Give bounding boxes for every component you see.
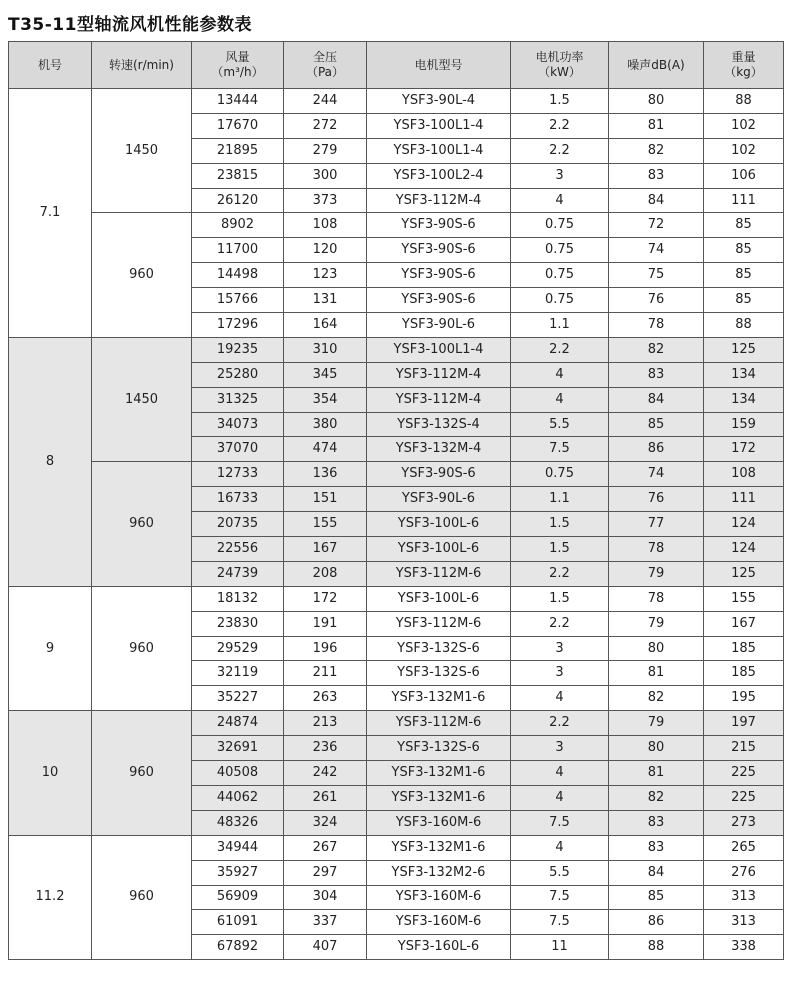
table-row [9,89,784,114]
noise-cell: 82 [609,138,704,163]
weight-cell: 313 [704,910,784,935]
speed-cell: 960 [92,462,192,586]
airflow-cell: 13444 [192,89,284,114]
airflow-cell: 32691 [192,736,284,761]
airflow-cell: 25280 [192,362,284,387]
pressure-cell: 131 [284,288,367,313]
noise-cell: 85 [609,885,704,910]
airflow-cell: 8902 [192,213,284,238]
motor-power-cell: 7.5 [511,910,609,935]
pressure-cell: 345 [284,362,367,387]
airflow-cell: 40508 [192,761,284,786]
noise-cell: 75 [609,263,704,288]
airflow-cell: 19235 [192,337,284,362]
noise-cell: 82 [609,686,704,711]
column-header [92,42,192,89]
motor-model-cell: YSF3-100L1-4 [367,138,511,163]
motor-model-cell: YSF3-132M-4 [367,437,511,462]
motor-model-cell: YSF3-90S-6 [367,263,511,288]
motor-power-cell: 0.75 [511,238,609,263]
motor-model-cell: YSF3-90S-6 [367,288,511,313]
airflow-cell: 21895 [192,138,284,163]
speed-cell: 960 [92,213,192,337]
noise-cell: 76 [609,487,704,512]
weight-cell: 159 [704,412,784,437]
noise-cell: 80 [609,736,704,761]
pressure-cell: 120 [284,238,367,263]
noise-cell: 78 [609,537,704,562]
noise-cell: 80 [609,89,704,114]
airflow-cell: 23830 [192,611,284,636]
weight-cell: 185 [704,636,784,661]
model-number-cell: 10 [9,711,92,835]
noise-cell: 82 [609,785,704,810]
motor-model-cell: YSF3-132S-6 [367,636,511,661]
pressure-cell: 211 [284,661,367,686]
speed-cell: 1450 [92,337,192,461]
airflow-cell: 17670 [192,113,284,138]
model-number-cell: 11.2 [9,835,92,959]
airflow-cell: 56909 [192,885,284,910]
motor-power-cell: 5.5 [511,412,609,437]
motor-power-cell: 1.5 [511,512,609,537]
noise-cell: 83 [609,810,704,835]
noise-cell: 77 [609,512,704,537]
column-header-text: （kW） [538,65,581,79]
column-header [704,42,784,89]
motor-model-cell: YSF3-100L2-4 [367,163,511,188]
noise-cell: 79 [609,711,704,736]
weight-cell: 85 [704,288,784,313]
motor-model-cell: YSF3-90L-6 [367,487,511,512]
motor-power-cell: 4 [511,761,609,786]
airflow-cell: 35227 [192,686,284,711]
motor-model-cell: YSF3-112M-6 [367,611,511,636]
motor-power-cell: 1.1 [511,313,609,338]
motor-model-cell: YSF3-112M-6 [367,561,511,586]
pressure-cell: 136 [284,462,367,487]
model-number-cell: 8 [9,337,92,586]
weight-cell: 85 [704,263,784,288]
table-body [9,89,784,960]
motor-model-cell: YSF3-160M-6 [367,910,511,935]
motor-model-cell: YSF3-112M-4 [367,387,511,412]
motor-power-cell: 3 [511,636,609,661]
pressure-cell: 272 [284,113,367,138]
motor-power-cell: 2.2 [511,138,609,163]
airflow-cell: 32119 [192,661,284,686]
motor-power-cell: 11 [511,935,609,960]
speed-cell: 960 [92,711,192,835]
pressure-cell: 123 [284,263,367,288]
pressure-cell: 213 [284,711,367,736]
pressure-cell: 279 [284,138,367,163]
weight-cell: 195 [704,686,784,711]
weight-cell: 102 [704,138,784,163]
pressure-cell: 324 [284,810,367,835]
column-header-text: 全压 [312,50,337,64]
table-row [9,586,784,611]
motor-model-cell: YSF3-160M-6 [367,810,511,835]
pressure-cell: 167 [284,537,367,562]
airflow-cell: 34944 [192,835,284,860]
weight-cell: 88 [704,313,784,338]
motor-power-cell: 0.75 [511,213,609,238]
weight-cell: 313 [704,885,784,910]
table-row [9,711,784,736]
pressure-cell: 373 [284,188,367,213]
noise-cell: 78 [609,586,704,611]
weight-cell: 338 [704,935,784,960]
pressure-cell: 310 [284,337,367,362]
speed-cell: 1450 [92,89,192,213]
table-row [9,337,784,362]
motor-model-cell: YSF3-160M-6 [367,885,511,910]
noise-cell: 84 [609,860,704,885]
airflow-cell: 26120 [192,188,284,213]
noise-cell: 76 [609,288,704,313]
noise-cell: 88 [609,935,704,960]
pressure-cell: 474 [284,437,367,462]
speed-cell: 960 [92,586,192,710]
pressure-cell: 300 [284,163,367,188]
pressure-cell: 267 [284,835,367,860]
pressure-cell: 261 [284,785,367,810]
motor-power-cell: 4 [511,387,609,412]
weight-cell: 185 [704,661,784,686]
pressure-cell: 172 [284,586,367,611]
column-header [284,42,367,89]
motor-power-cell: 1.5 [511,586,609,611]
noise-cell: 81 [609,661,704,686]
motor-model-cell: YSF3-90S-6 [367,462,511,487]
motor-model-cell: YSF3-100L-6 [367,512,511,537]
airflow-cell: 35927 [192,860,284,885]
airflow-cell: 37070 [192,437,284,462]
motor-model-cell: YSF3-112M-6 [367,711,511,736]
motor-power-cell: 7.5 [511,810,609,835]
motor-model-cell: YSF3-132S-4 [367,412,511,437]
column-header [609,42,704,89]
airflow-cell: 67892 [192,935,284,960]
pressure-cell: 151 [284,487,367,512]
table-row [9,462,784,487]
pressure-cell: 155 [284,512,367,537]
motor-power-cell: 1.1 [511,487,609,512]
noise-cell: 81 [609,113,704,138]
motor-model-cell: YSF3-90S-6 [367,238,511,263]
motor-model-cell: YSF3-132M1-6 [367,785,511,810]
column-header-text: （Pa） [305,65,345,79]
pressure-cell: 297 [284,860,367,885]
airflow-cell: 31325 [192,387,284,412]
motor-model-cell: YSF3-132S-6 [367,736,511,761]
motor-power-cell: 2.2 [511,711,609,736]
noise-cell: 79 [609,611,704,636]
airflow-cell: 23815 [192,163,284,188]
pressure-cell: 380 [284,412,367,437]
column-header-text: （m³/h） [211,65,264,79]
airflow-cell: 20735 [192,512,284,537]
motor-model-cell: YSF3-132M1-6 [367,686,511,711]
weight-cell: 85 [704,213,784,238]
motor-model-cell: YSF3-132M1-6 [367,835,511,860]
table-row [9,835,784,860]
pressure-cell: 337 [284,910,367,935]
pressure-cell: 304 [284,885,367,910]
pressure-cell: 244 [284,89,367,114]
pressure-cell: 407 [284,935,367,960]
motor-power-cell: 0.75 [511,288,609,313]
weight-cell: 155 [704,586,784,611]
motor-model-cell: YSF3-132S-6 [367,661,511,686]
motor-model-cell: YSF3-100L1-4 [367,113,511,138]
pressure-cell: 263 [284,686,367,711]
airflow-cell: 24874 [192,711,284,736]
column-header-text: 重量 [731,50,756,64]
motor-power-cell: 4 [511,362,609,387]
weight-cell: 273 [704,810,784,835]
motor-power-cell: 2.2 [511,561,609,586]
motor-model-cell: YSF3-132M2-6 [367,860,511,885]
motor-power-cell: 1.5 [511,89,609,114]
motor-model-cell: YSF3-90L-6 [367,313,511,338]
column-header-text: 电机型号 [414,57,463,72]
airflow-cell: 61091 [192,910,284,935]
page-title: T35-11型轴流风机性能参数表 [8,15,252,35]
airflow-cell: 22556 [192,537,284,562]
pressure-cell: 164 [284,313,367,338]
noise-cell: 74 [609,462,704,487]
noise-cell: 83 [609,835,704,860]
noise-cell: 79 [609,561,704,586]
pressure-cell: 196 [284,636,367,661]
motor-model-cell: YSF3-112M-4 [367,362,511,387]
motor-power-cell: 4 [511,835,609,860]
weight-cell: 225 [704,761,784,786]
weight-cell: 197 [704,711,784,736]
weight-cell: 265 [704,835,784,860]
motor-model-cell: YSF3-90L-4 [367,89,511,114]
airflow-cell: 48326 [192,810,284,835]
weight-cell: 167 [704,611,784,636]
noise-cell: 81 [609,761,704,786]
airflow-cell: 44062 [192,785,284,810]
weight-cell: 124 [704,512,784,537]
noise-cell: 84 [609,188,704,213]
noise-cell: 80 [609,636,704,661]
column-header-text: 风量 [225,50,250,64]
airflow-cell: 24739 [192,561,284,586]
motor-model-cell: YSF3-100L-6 [367,586,511,611]
motor-power-cell: 3 [511,661,609,686]
weight-cell: 134 [704,362,784,387]
motor-power-cell: 4 [511,785,609,810]
airflow-cell: 17296 [192,313,284,338]
weight-cell: 125 [704,337,784,362]
airflow-cell: 15766 [192,288,284,313]
motor-power-cell: 5.5 [511,860,609,885]
model-number-cell: 9 [9,586,92,710]
airflow-cell: 34073 [192,412,284,437]
noise-cell: 84 [609,387,704,412]
motor-power-cell: 2.2 [511,113,609,138]
airflow-cell: 18132 [192,586,284,611]
motor-model-cell: YSF3-100L-6 [367,537,511,562]
pressure-cell: 191 [284,611,367,636]
noise-cell: 83 [609,163,704,188]
weight-cell: 102 [704,113,784,138]
pressure-cell: 242 [284,761,367,786]
weight-cell: 134 [704,387,784,412]
motor-model-cell: YSF3-112M-4 [367,188,511,213]
performance-table [8,41,784,960]
pressure-cell: 236 [284,736,367,761]
motor-power-cell: 4 [511,686,609,711]
weight-cell: 172 [704,437,784,462]
motor-model-cell: YSF3-160L-6 [367,935,511,960]
weight-cell: 88 [704,89,784,114]
airflow-cell: 14498 [192,263,284,288]
motor-power-cell: 4 [511,188,609,213]
noise-cell: 82 [609,337,704,362]
motor-power-cell: 3 [511,163,609,188]
motor-power-cell: 1.5 [511,537,609,562]
motor-model-cell: YSF3-132M1-6 [367,761,511,786]
column-header-text: 转速(r/min) [109,57,174,72]
weight-cell: 276 [704,860,784,885]
motor-power-cell: 2.2 [511,611,609,636]
noise-cell: 74 [609,238,704,263]
table-header-row [9,42,784,89]
noise-cell: 85 [609,412,704,437]
noise-cell: 78 [609,313,704,338]
column-header [367,42,511,89]
motor-power-cell: 0.75 [511,263,609,288]
model-number-cell: 7.1 [9,89,92,338]
weight-cell: 111 [704,188,784,213]
noise-cell: 86 [609,437,704,462]
noise-cell: 86 [609,910,704,935]
motor-power-cell: 2.2 [511,337,609,362]
weight-cell: 106 [704,163,784,188]
airflow-cell: 16733 [192,487,284,512]
weight-cell: 225 [704,785,784,810]
weight-cell: 215 [704,736,784,761]
column-header [511,42,609,89]
motor-power-cell: 3 [511,736,609,761]
table-row [9,213,784,238]
weight-cell: 125 [704,561,784,586]
airflow-cell: 29529 [192,636,284,661]
weight-cell: 85 [704,238,784,263]
motor-power-cell: 7.5 [511,437,609,462]
pressure-cell: 208 [284,561,367,586]
column-header-text: 噪声dB(A) [627,57,685,72]
column-header-text: 机号 [37,57,62,72]
motor-power-cell: 7.5 [511,885,609,910]
weight-cell: 108 [704,462,784,487]
motor-model-cell: YSF3-100L1-4 [367,337,511,362]
column-header [192,42,284,89]
motor-power-cell: 0.75 [511,462,609,487]
weight-cell: 111 [704,487,784,512]
airflow-cell: 12733 [192,462,284,487]
column-header-text: 电机功率 [535,50,584,64]
airflow-cell: 11700 [192,238,284,263]
column-header [9,42,92,89]
weight-cell: 124 [704,537,784,562]
noise-cell: 72 [609,213,704,238]
speed-cell: 960 [92,835,192,959]
pressure-cell: 354 [284,387,367,412]
motor-model-cell: YSF3-90S-6 [367,213,511,238]
pressure-cell: 108 [284,213,367,238]
noise-cell: 83 [609,362,704,387]
column-header-text: （kg） [724,65,763,79]
